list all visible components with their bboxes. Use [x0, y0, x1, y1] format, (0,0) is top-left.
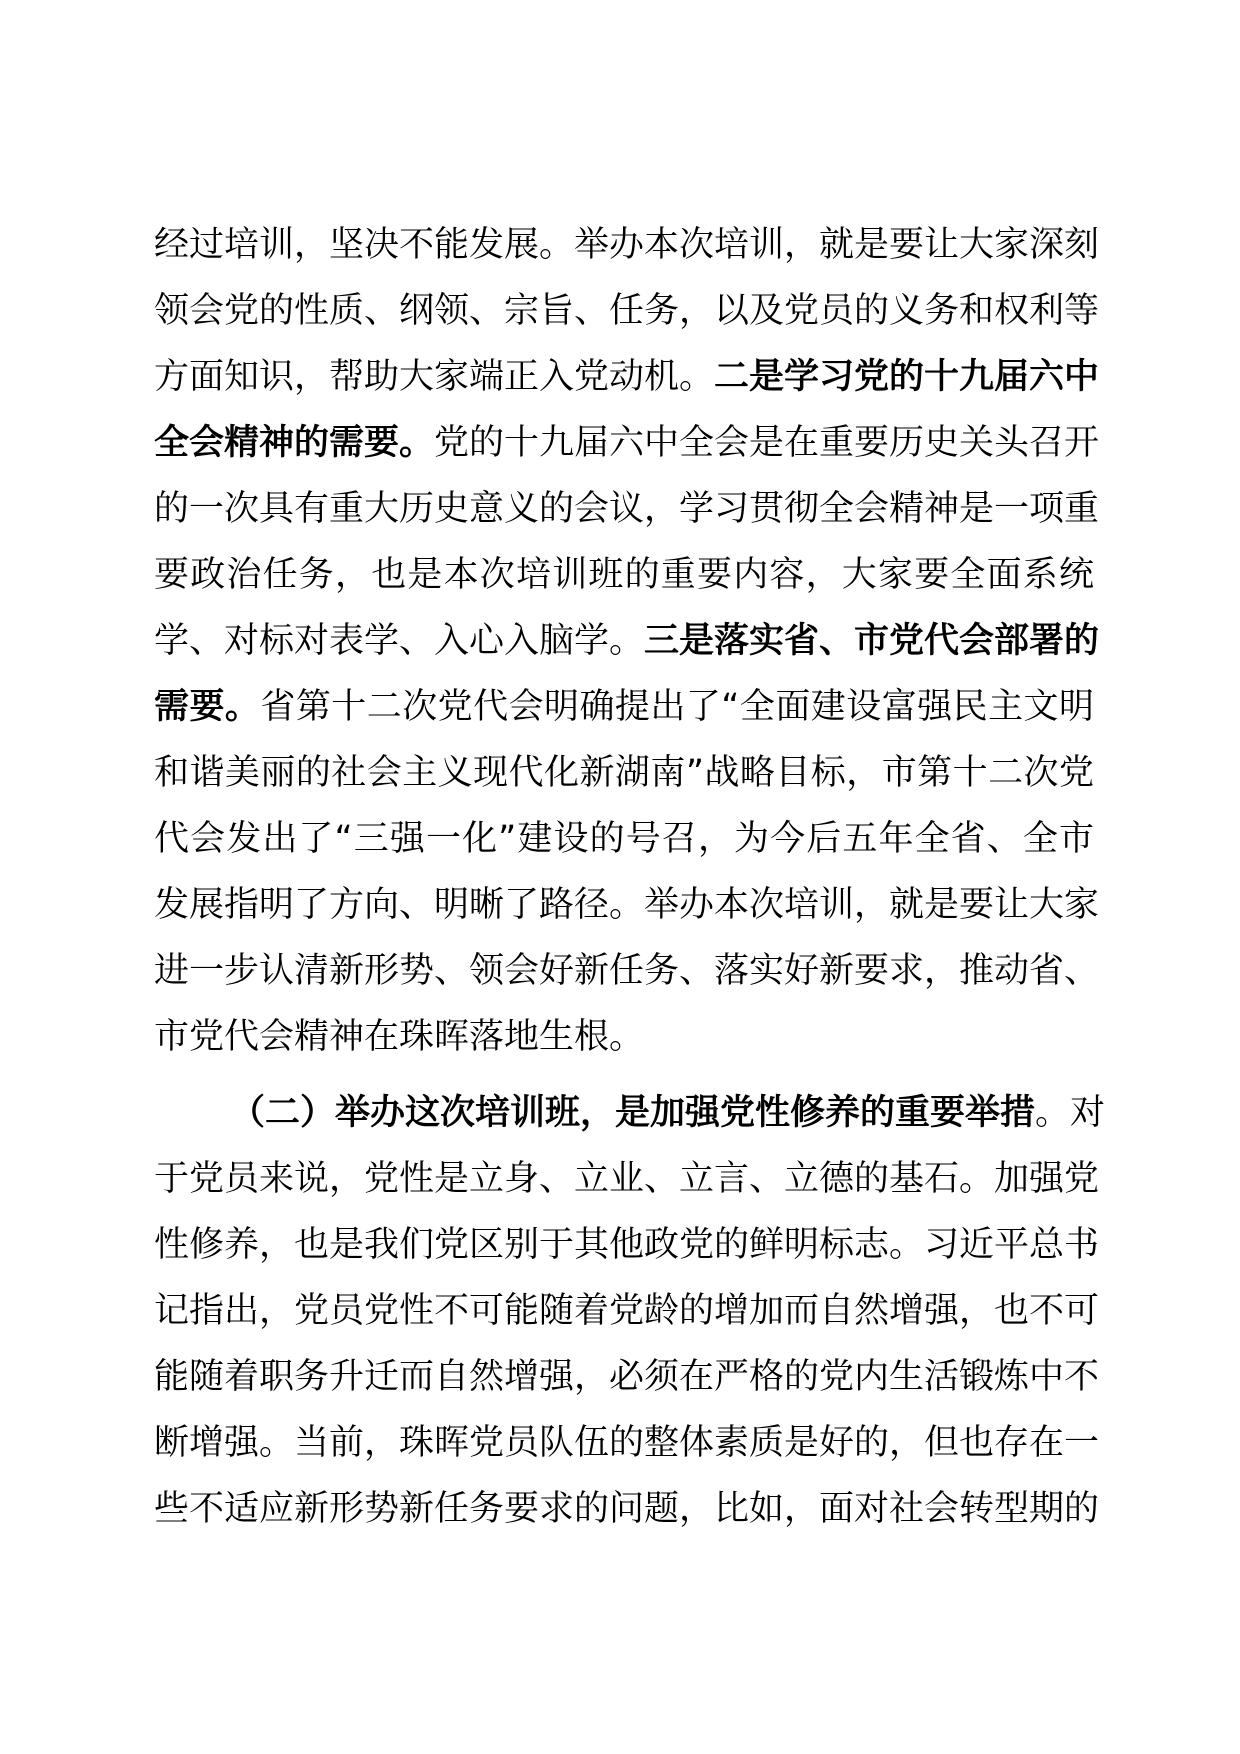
bold-text-segment: 三是落实省、市党代会部署的	[644, 621, 1100, 661]
text-line	[154, 938, 1100, 1004]
text-line	[154, 1476, 1100, 1542]
paragraph-1	[154, 212, 1100, 1070]
text-line	[154, 806, 1094, 872]
text-line	[154, 1212, 1100, 1278]
text-line	[154, 1278, 1100, 1344]
text-line	[154, 344, 1100, 410]
bold-text-segment: 需要。	[154, 687, 261, 727]
text-segment: 市党代会精神在珠晖落地生根。	[154, 1017, 645, 1057]
text-line	[154, 278, 1100, 344]
text-segment: 进一步认清新形势、领会好新任务、落实好新要求，推动省、	[154, 951, 1100, 991]
text-segment: 经过培训，坚决不能发展。举办本次培训，就是要让大家深刻	[154, 225, 1100, 265]
text-segment: 和谐美丽的社会主义现代化新湖南”战略目标，市第十二次党	[154, 753, 1094, 793]
text-line	[154, 872, 1100, 938]
bold-text-segment: 全会精神的需要。	[154, 423, 435, 463]
text-line	[154, 410, 1100, 476]
text-line	[154, 1004, 1094, 1070]
text-line	[154, 1146, 1100, 1212]
text-line	[154, 674, 1094, 740]
text-segment: 代会发出了“三强一化”建设的号召，为今后五年全省、全市	[154, 819, 1094, 859]
paragraph-gap	[154, 1070, 1094, 1080]
text-segment: 记指出，党员党性不可能随着党龄的增加而自然增强，也不可	[154, 1291, 1100, 1331]
paragraph-2	[154, 1080, 1106, 1542]
text-line	[154, 1344, 1100, 1410]
text-segment: 能随着职务升迁而自然增强，必须在严格的党内生活锻炼中不	[154, 1357, 1100, 1397]
text-segment: 些不适应新形势新任务要求的问题，比如，面对社会转型期的	[154, 1489, 1100, 1529]
text-line	[154, 212, 1100, 278]
text-segment: 学、对标对表学、入心入脑学。	[154, 621, 645, 661]
text-segment: 性修养，也是我们党区别于其他政党的鲜明标志。习近平总书	[154, 1225, 1100, 1265]
text-segment: 断增强。当前，珠晖党员队伍的整体素质是好的，但也存在一	[154, 1423, 1100, 1463]
text-segment: 于党员来说，党性是立身、立业、立言、立德的基石。加强党	[154, 1159, 1100, 1199]
bold-text-segment: （二）举办这次培训班，是加强党性修养的重要举措	[230, 1093, 1036, 1133]
text-line	[154, 1410, 1100, 1476]
text-segment: 省第十二次党代会明确提出了“全面建设富强民主文明	[260, 687, 1094, 727]
text-segment: 党的十九届六中全会是在重要历史关头召开	[434, 423, 1100, 463]
text-segment: 领会党的性质、纲领、宗旨、任务，以及党员的义务和权利等	[154, 291, 1100, 331]
text-line	[154, 476, 1100, 542]
text-line	[154, 542, 1094, 608]
document-body	[154, 212, 1106, 1542]
text-line	[154, 608, 1100, 674]
text-line	[154, 1080, 1106, 1146]
text-segment: 方面知识，帮助大家端正入党动机。	[154, 357, 715, 397]
text-segment: 。对	[1035, 1093, 1106, 1133]
text-segment: 发展指明了方向、明晰了路径。举办本次培训，就是要让大家	[154, 885, 1100, 925]
text-segment: 的一次具有重大历史意义的会议，学习贯彻全会精神是一项重	[154, 489, 1100, 529]
text-segment: 要政治任务，也是本次培训班的重要内容，大家要全面系统	[154, 555, 1094, 595]
bold-text-segment: 二是学习党的十九届六中	[714, 357, 1100, 397]
text-line	[154, 740, 1094, 806]
